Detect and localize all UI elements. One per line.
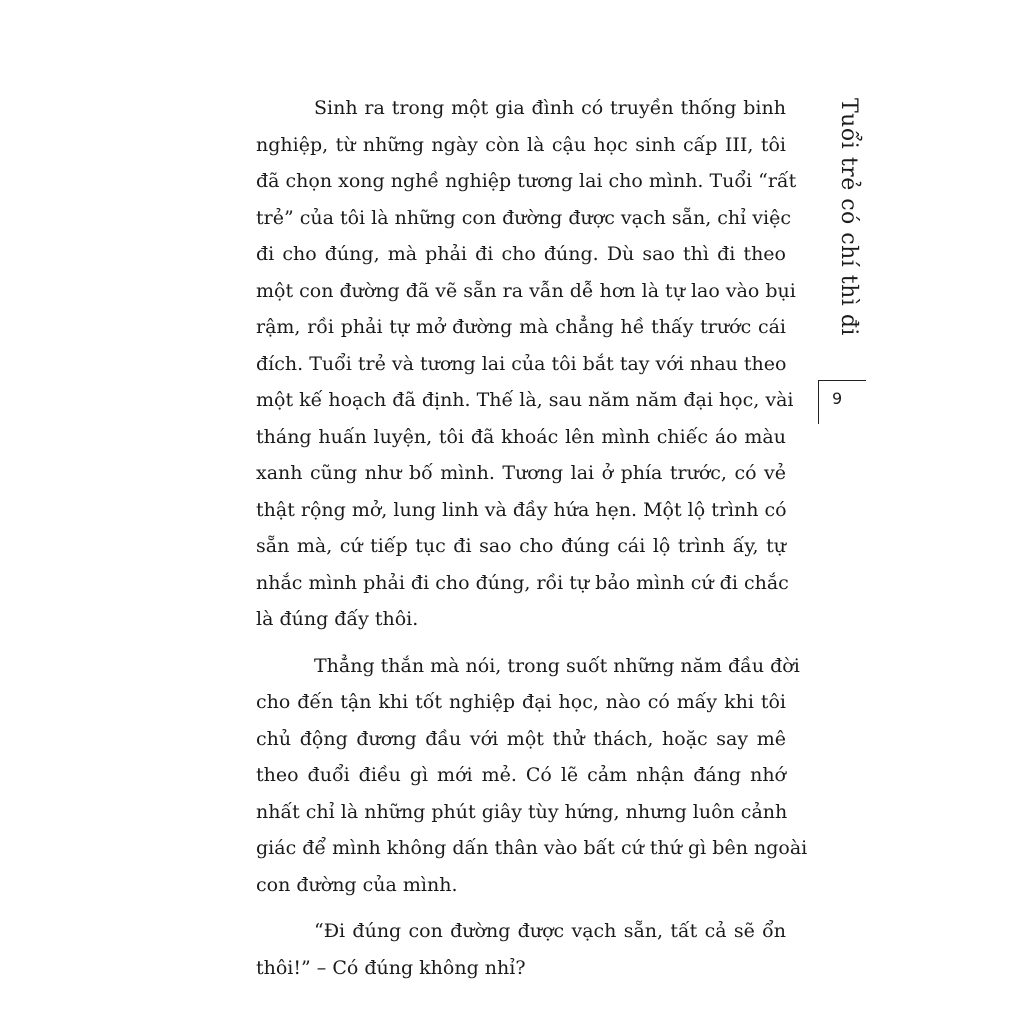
- body-text: [256, 90, 808, 996]
- text-line: trẻ” của tôi là những con đường được vạch sẵn, chỉ việc: [256, 206, 791, 229]
- text-line: một kế hoạch đã định. Thế là, sau năm năm đại học, vài: [256, 389, 794, 411]
- page-number: 9: [832, 389, 843, 408]
- text-line: nhắc mình phải đi cho đúng, rồi tự bảo mình cứ đi chắc: [256, 571, 789, 594]
- text-line: con đường của mình.: [256, 873, 458, 896]
- text-line: “Đi đúng con đường được vạch sẵn, tất cả sẽ ổn: [314, 920, 786, 942]
- text-line: theo đuổi điều gì mới mẻ. Có lẽ cảm nhận đáng nhớ: [256, 764, 786, 786]
- text-line: giác để mình không dấn thân vào bất cứ thứ gì bên ngoài: [256, 837, 808, 859]
- text-line: nghiệp, từ những ngày còn là cậu học sinh cấp III, tôi: [256, 133, 786, 156]
- text-line: đi cho đúng, mà phải đi cho đúng. Dù sao thì đi theo: [256, 243, 786, 265]
- folio-rule: [818, 380, 866, 381]
- text-line: chủ động đương đầu với một thử thách, hoặc say mê: [256, 727, 786, 750]
- paragraph-1: [256, 90, 797, 638]
- running-head-title: Tuổi trẻ có chí thì đi: [836, 98, 861, 336]
- text-line: Thẳng thắn mà nói, trong suốt những năm đầu đời: [314, 654, 800, 677]
- text-line: sẵn mà, cứ tiếp tục đi sao cho đúng cái lộ trình ấy, tự: [256, 535, 786, 557]
- text-line: đích. Tuổi trẻ và tương lai của tôi bắt tay với nhau theo: [256, 352, 787, 375]
- text-line: là đúng đấy thôi.: [256, 608, 419, 630]
- text-line: một con đường đã vẽ sẵn ra vẫn dễ hơn là tự lao vào bụi: [256, 279, 796, 302]
- folio-bar: [818, 380, 819, 424]
- text-line: thật rộng mở, lung linh và đầy hứa hẹn. Một lộ trình có: [256, 498, 787, 521]
- text-line: rậm, rồi phải tự mở đường mà chẳng hề thấy trước cái: [256, 316, 786, 338]
- paragraph-3: [256, 913, 786, 986]
- text-line: cho đến tận khi tốt nghiệp đại học, nào có mấy khi tôi: [256, 691, 786, 713]
- text-line: đã chọn xong nghề nghiệp tương lai cho mình. Tuổi “rất: [256, 170, 797, 192]
- text-line: Sinh ra trong một gia đình có truyền thống binh: [314, 97, 786, 119]
- text-line: nhất chỉ là những phút giây tùy hứng, nhưng luôn cảnh: [256, 800, 788, 823]
- text-line: xanh cũng như bố mình. Tương lai ở phía trước, có vẻ: [256, 462, 786, 484]
- paragraph-2: [256, 648, 808, 904]
- text-line: tháng huấn luyện, tôi đã khoác lên mình chiếc áo màu: [256, 425, 786, 448]
- text-line: thôi!” – Có đúng không nhỉ?: [256, 956, 526, 979]
